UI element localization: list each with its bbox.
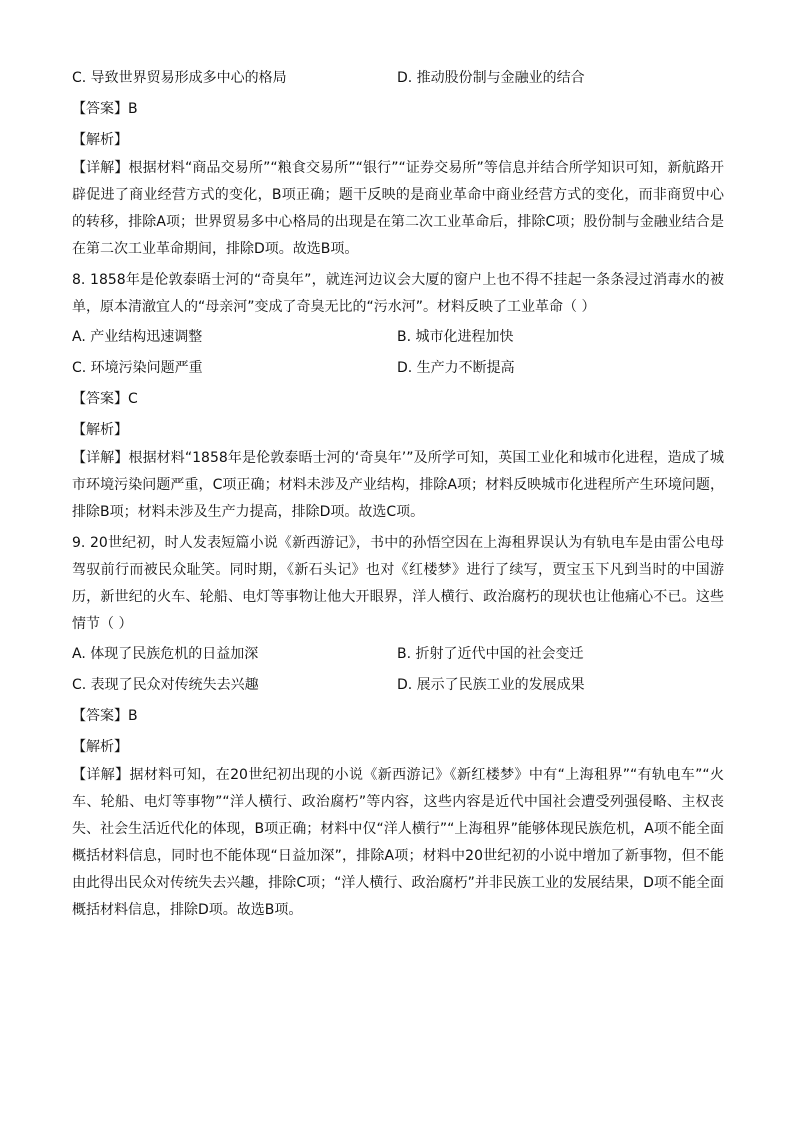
q7-analysis-label: 【解析】 (72, 131, 128, 148)
q9-detail: 【详解】据材料可知，在20世纪初出现的小说《新西游记》《新红楼梦》中有“上海租界”“有轨电车”“火车、轮船、电灯等事物”“洋人横行、政治腐朽”等内容，这些内容是近代中国社会遭受列强侵略、主权丧失、社会生活近代化的体现，B项正确；材料中仅“洋人横行”“上海租界”能够体现民族危机，A项不能全面概括材料信息，同时也不能体现“日益加深”，排除A项；材料中20世纪初的小说中增加了新事物，但不能由此得出民众对传统失去兴趣，排除C项；“洋人横行、政治腐朽”并非民族工业的发展结果，D项不能全面概括材料信息，排除D项。故选B项。 (72, 767, 724, 918)
q9-option-b: B. 折射了近代中国的社会变迁 (397, 645, 584, 662)
q7-options-cd (72, 62, 724, 93)
q8-options-ab (72, 321, 724, 352)
q9-options-ab (72, 638, 724, 669)
document-page (72, 62, 724, 924)
q9-option-a: A. 体现了民族危机的日益加深 (72, 645, 259, 662)
q8-options-cd (72, 352, 724, 383)
q8-stem: 8. 1858年是伦敦泰晤士河的“奇臭年”，就连河边议会大厦的窗户上也不得不挂起一条条浸过消毒水的被单，原本清澈宜人的“母亲河”变成了奇臭无比的“污水河”。材料反映了工业革命（ ） (72, 272, 724, 315)
q9-option-c: C. 表现了民众对传统失去兴趣 (72, 676, 259, 693)
q8-answer: 【答案】C (72, 390, 138, 407)
q8-detail: 【详解】根据材料“1858年是伦敦泰晤士河的‘奇臭年’”及所学可知，英国工业化和城市化进程，造成了城市环境污染问题严重，C项正确；材料未涉及产业结构，排除A项；材料反映城市化进程所产生环境问题，排除B项；材料未涉及生产力提高，排除D项。故选C项。 (72, 450, 724, 520)
q8-option-d: D. 生产力不断提高 (397, 359, 515, 376)
q7-detail: 【详解】根据材料“商品交易所”“粮食交易所”“银行”“证券交易所”等信息并结合所学知识可知，新航路开辟促进了商业经营方式的变化，B项正确；题干反映的是商业革命中商业经营方式的变化，而非商贸中心的转移，排除A项；世界贸易多中心格局的出现是在第二次工业革命后，排除C项；股份制与金融业结合是在第二次工业革命期间，排除D项。故选B项。 (72, 160, 724, 257)
q8-option-b: B. 城市化进程加快 (397, 328, 514, 345)
q9-stem: 9. 20世纪初，时人发表短篇小说《新西游记》，书中的孙悟空因在上海租界误认为有轨电车是由雷公电母驾驭前行而被民众耻笑。同时期，《新石头记》也对《红楼梦》进行了续写，贾宝玉下凡到当时的中国游历，新世纪的火车、轮船、电灯等事物让他大开眼界，洋人横行、政治腐朽的现状也让他痛心不已。这些情节（ ） (72, 535, 724, 632)
q9-options-cd (72, 669, 724, 700)
q8-option-c: C. 环境污染问题严重 (72, 359, 203, 376)
q9-analysis-label: 【解析】 (72, 738, 128, 755)
q9-option-d: D. 展示了民族工业的发展成果 (397, 676, 585, 693)
q8-option-a: A. 产业结构迅速调整 (72, 328, 203, 345)
q8-analysis-label: 【解析】 (72, 421, 128, 438)
q7-option-c: C. 导致世界贸易形成多中心的格局 (72, 69, 287, 86)
q7-answer: 【答案】B (72, 100, 138, 117)
q9-answer: 【答案】B (72, 707, 138, 724)
q7-option-d: D. 推动股份制与金融业的结合 (397, 69, 585, 86)
